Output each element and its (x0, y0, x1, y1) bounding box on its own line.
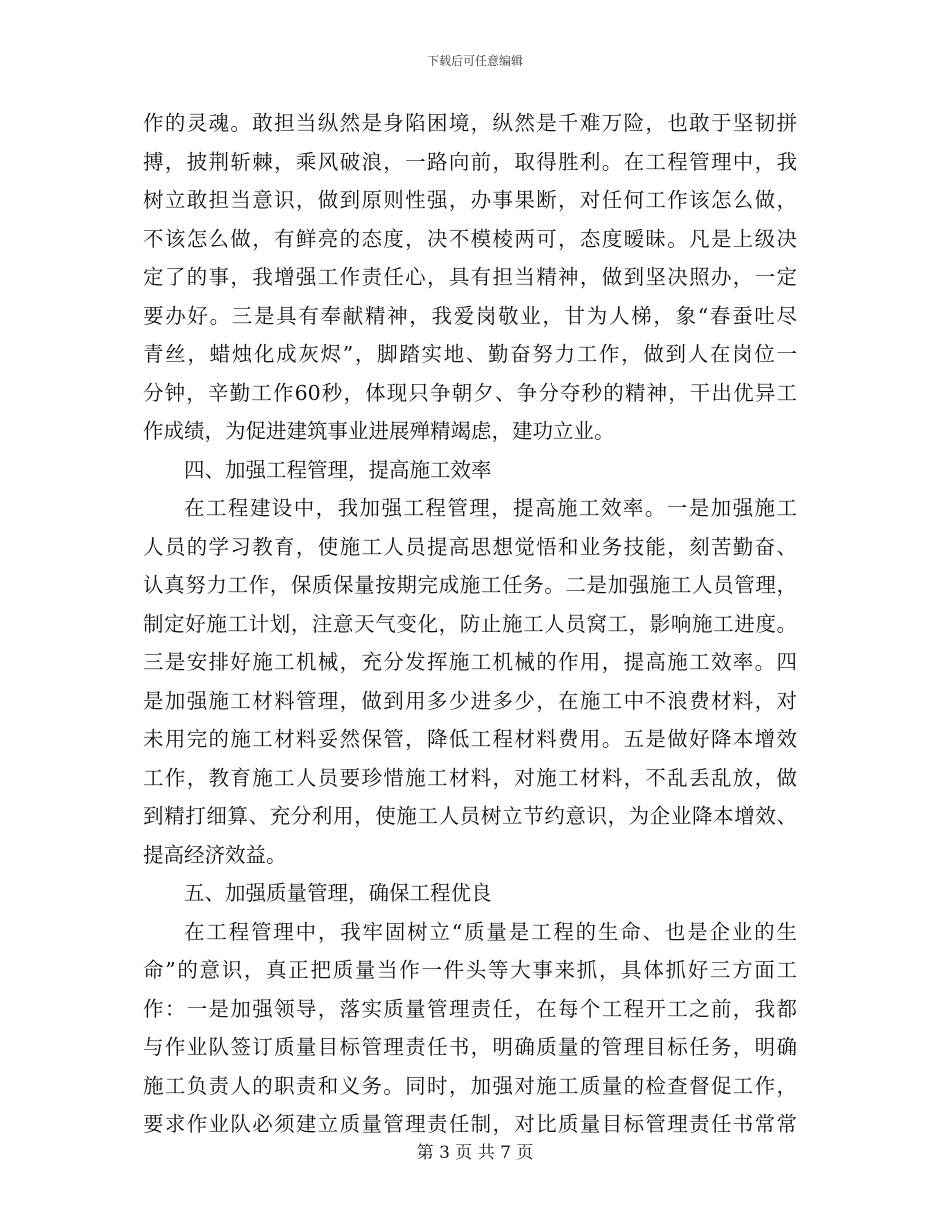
text-line: 树立敢担当意识，做到原则性强，办事果断，对任何工作该怎么做， (143, 188, 797, 212)
text-line: 制定好施工计划，注意天气变化，防止施工人员窝工，影响施工进度。 (143, 611, 797, 636)
text-line: 与作业队签订质量目标管理责任书，明确质量的管理目标任务，明确 (143, 1035, 797, 1059)
text-line: 是加强施工材料管理，做到用多少进多少，在施工中不浪费材料，对 (143, 688, 797, 713)
text-line: 认真努力工作，保质保量按期完成施工任务。二是加强施工人员管理， (143, 573, 797, 597)
text-line: 青丝，蜡烛化成灰烬”，脚踏实地、勤奋努力工作，做到人在岗位一 (143, 342, 797, 366)
text-line: 在工程管理中，我牢固树立“质量是工程的生命、也是企业的生 (184, 919, 797, 944)
section-heading: 四、加强工程管理，提高施工效率 (184, 457, 492, 482)
text-line: 分钟，辛勤工作60秒，体现只争朝夕、争分夺秒的精神，干出优异工 (143, 380, 797, 405)
section-heading: 五、加强质量管理，确保工程优良 (184, 881, 492, 905)
text-line: 三是安排好施工机械，充分发挥施工机械的作用，提高施工效率。四 (143, 650, 797, 674)
text-line: 不该怎么做，有鲜亮的态度，决不模棱两可，态度暧昧。凡是上级决 (143, 226, 797, 251)
page-header: 下载后可任意编辑 (426, 54, 523, 68)
text-line: 搏，披荆斩棘，乘风破浪，一路向前，取得胜利。在工程管理中，我 (143, 149, 797, 174)
text-line: 工作，教育施工人员要珍惜施工材料，对施工材料，不乱丢乱放，做 (143, 765, 797, 790)
text-line: 在工程建设中，我加强工程管理，提高施工效率。一是加强施工 (184, 496, 797, 520)
text-line: 要办好。三是具有奉献精神，我爱岗敬业，甘为人梯，象“春蚕吐尽 (143, 303, 797, 328)
text-line: 人员的学习教育，使施工人员提高思想觉悟和业务技能，刻苦勤奋、 (143, 534, 797, 559)
page-number: 第 3 页 共 7 页 (416, 1143, 534, 1163)
text-line: 未用完的施工材料妥然保管，降低工程材料费用。五是做好降本增效 (143, 727, 797, 751)
text-line: 要求作业队必须建立质量管理责任制，对比质量目标管理责任书常常 (143, 1112, 797, 1136)
text-line: 作的灵魂。敢担当纵然是身陷困境，纵然是千难万险，也敢于坚韧拼 (143, 111, 797, 135)
text-line: 作：一是加强领导，落实质量管理责任，在每个工程开工之前，我都 (143, 996, 797, 1021)
text-line: 提高经济效益。 (143, 842, 287, 867)
text-line: 命”的意识，真正把质量当作一件头等大事来抓，具体抓好三方面工 (143, 958, 797, 982)
text-line: 作成绩，为促进建筑事业进展殚精竭虑，建功立业。 (143, 419, 615, 443)
text-line: 施工负责人的职责和义务。同时，加强对施工质量的检查督促工作， (143, 1073, 797, 1098)
document-body (143, 104, 797, 1144)
text-line: 定了的事，我增强工作责任心，具有担当精神，做到坚决照办，一定 (143, 265, 797, 289)
text-line: 到精打细算、充分利用，使施工人员树立节约意识，为企业降本增效、 (143, 804, 797, 828)
